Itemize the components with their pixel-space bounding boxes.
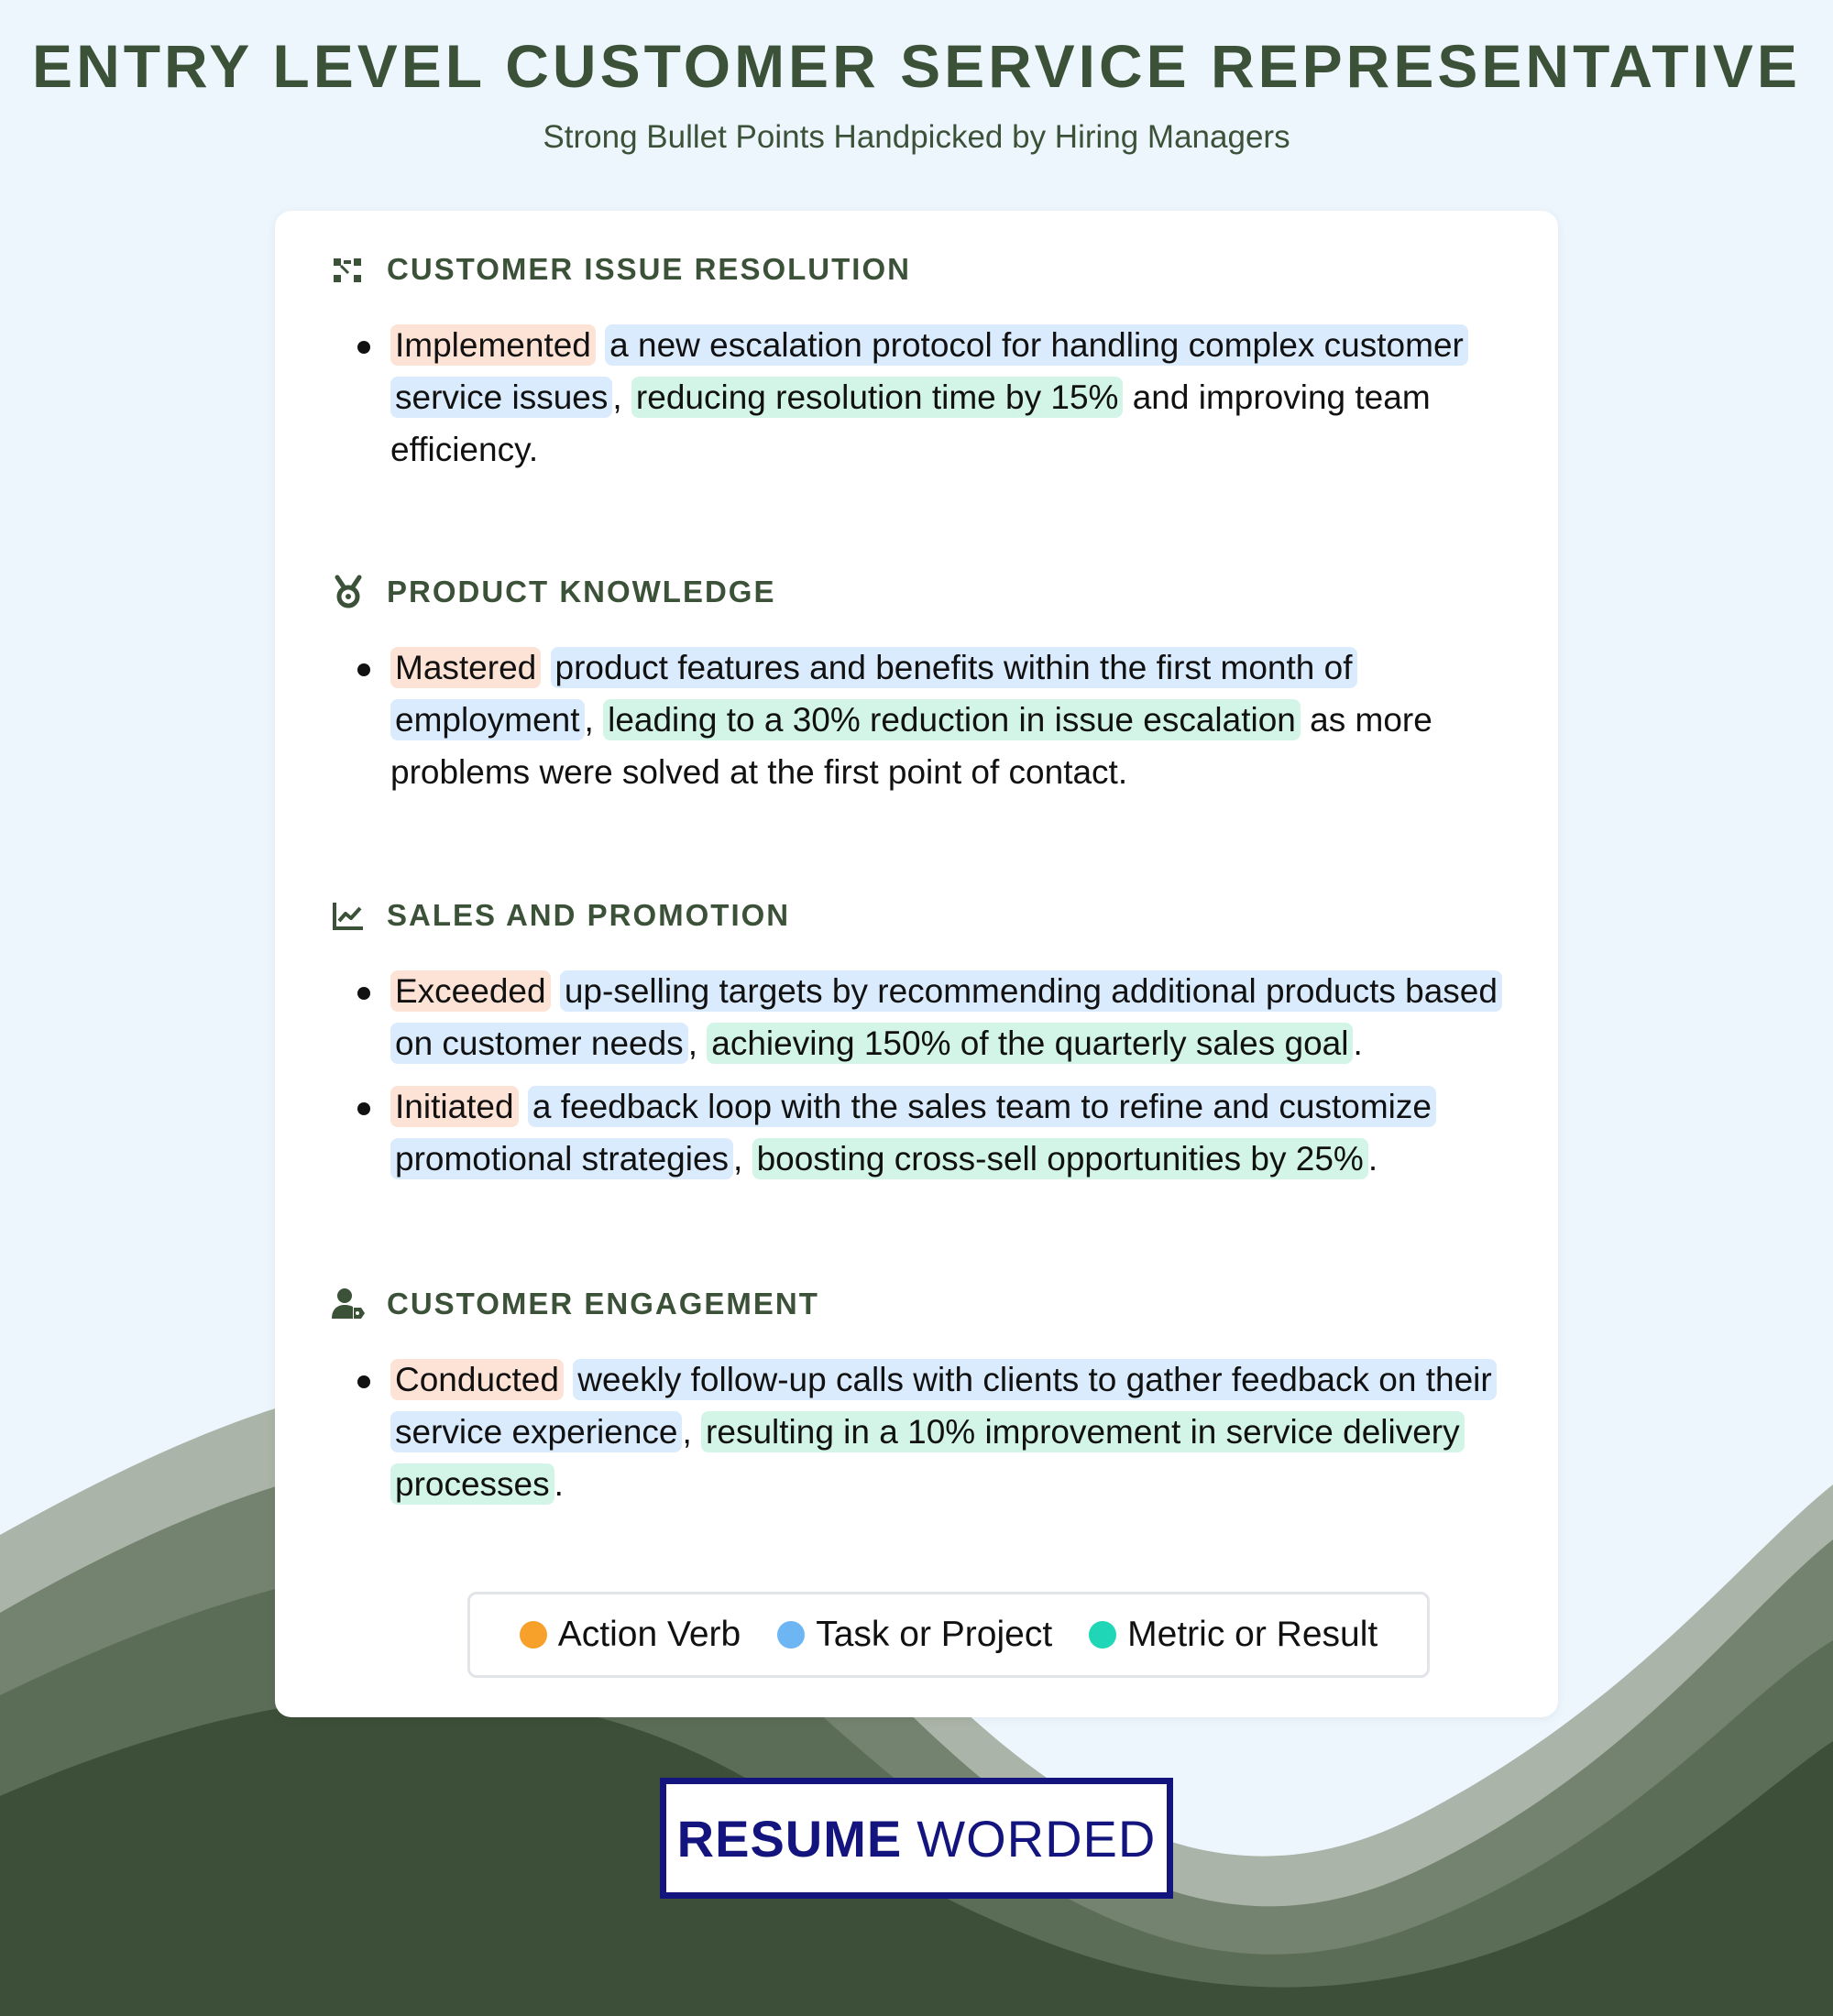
action-verb: Initiated: [390, 1086, 519, 1127]
resume-worded-logo: [660, 1778, 1173, 1899]
orange-dot-icon: [520, 1621, 547, 1649]
task-text: product features and benefits within the first month of employment: [390, 647, 1357, 740]
section-heading: [330, 570, 1521, 614]
section-heading: [330, 1282, 1521, 1326]
section-customer-engagement: [330, 1282, 1521, 1510]
task-text: a feedback loop with the sales team to refine and customize promotional strategies: [390, 1086, 1436, 1179]
tail-text: as more problems were solved at the first point of contact.: [390, 701, 1432, 791]
section-heading-label: PRODUCT KNOWLEDGE: [387, 575, 776, 608]
separator: ,: [687, 1024, 697, 1062]
section-heading-label: CUSTOMER ISSUE RESOLUTION: [387, 252, 911, 286]
medal-icon: [330, 574, 367, 610]
metric-text: achieving 150% of the quarterly sales goal: [707, 1023, 1353, 1064]
metric-text: leading to a 30% reduction in issue escalation: [603, 699, 1301, 740]
section-heading-label: SALES AND PROMOTION: [387, 898, 791, 932]
section-heading-label: CUSTOMER ENGAGEMENT: [387, 1287, 819, 1320]
separator: ,: [733, 1140, 743, 1178]
logo-regular-text: WORDED: [916, 1809, 1157, 1868]
logo-bold-text: RESUME: [676, 1809, 903, 1868]
list-item: [330, 1353, 1521, 1510]
legend-label: Action Verb: [557, 1615, 741, 1654]
bullet-list: [330, 641, 1521, 798]
action-verb: Implemented: [390, 324, 596, 366]
section-sales-and-promotion: [330, 893, 1521, 1185]
action-verb: Mastered: [390, 647, 541, 688]
page-title: ENTRY LEVEL CUSTOMER SERVICE REPRESENTATIVE: [32, 32, 1801, 100]
separator: ,: [612, 378, 622, 416]
tail-text: and improving team efficiency.: [390, 378, 1431, 468]
legend-label: Metric or Result: [1127, 1615, 1378, 1654]
metric-text: reducing resolution time by 15%: [631, 377, 1124, 418]
legend-label: Task or Project: [816, 1615, 1053, 1654]
line-chart-icon: [330, 897, 367, 934]
legend-metric-or-result: [1089, 1615, 1377, 1655]
teal-dot-icon: [1089, 1621, 1116, 1649]
section-customer-issue-resolution: [330, 247, 1521, 476]
metric-text: resulting in a 10% improvement in service delivery processes: [390, 1411, 1465, 1505]
separator: ,: [682, 1413, 692, 1451]
list-item: [330, 319, 1521, 476]
action-verb: Conducted: [390, 1359, 564, 1400]
tail-text: .: [1367, 1140, 1378, 1178]
highlight-legend: [467, 1592, 1430, 1678]
bullet-points-card: [275, 211, 1558, 1717]
tail-text: .: [1353, 1024, 1363, 1062]
section-product-knowledge: [330, 570, 1521, 798]
bullet-list: [330, 1353, 1521, 1510]
user-tag-icon: [330, 1286, 367, 1322]
network-nodes-icon: [330, 251, 367, 288]
page-header: [0, 27, 1833, 158]
legend-task-or-project: [777, 1615, 1052, 1655]
task-text: weekly follow-up calls with clients to gather feedback on their service experience: [390, 1359, 1497, 1452]
list-item: [330, 641, 1521, 798]
page-subtitle: Strong Bullet Points Handpicked by Hiring Managers: [543, 119, 1290, 155]
task-text: up-selling targets by recommending additional products based on customer needs: [390, 970, 1502, 1064]
tail-text: .: [554, 1465, 564, 1503]
list-item: [330, 1080, 1521, 1185]
section-heading: [330, 893, 1521, 937]
section-heading: [330, 247, 1521, 291]
legend-action-verb: [520, 1615, 741, 1655]
blue-dot-icon: [777, 1621, 805, 1649]
action-verb: Exceeded: [390, 970, 551, 1012]
task-text: a new escalation protocol for handling complex customer service issues: [390, 324, 1468, 418]
separator: ,: [584, 701, 594, 739]
bullet-list: [330, 965, 1521, 1185]
metric-text: boosting cross-sell opportunities by 25%: [752, 1138, 1368, 1179]
list-item: [330, 965, 1521, 1069]
bullet-list: [330, 319, 1521, 476]
